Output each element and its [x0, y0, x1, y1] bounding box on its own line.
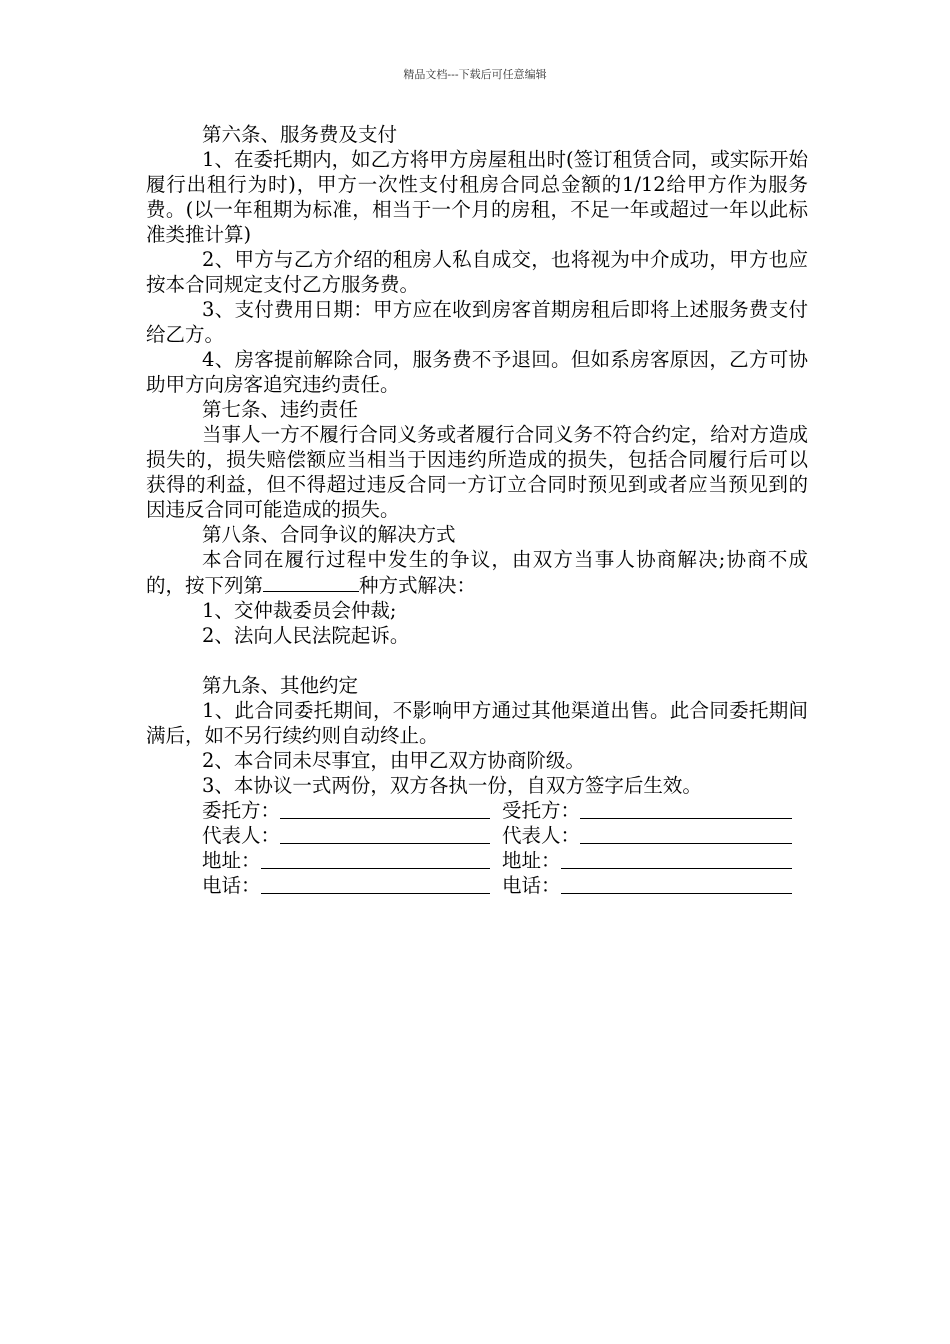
signature-cell-right — [502, 823, 792, 848]
article-8-option-1: 1、交仲裁委员会仲裁; — [202, 599, 397, 622]
signature-label-principal: 委托方： — [202, 799, 281, 822]
article-6-item-4: 4、房客提前解除合同，服务费不予退回。但如系房客原因，乙方可协助甲方向房客追究违约责任。 — [146, 348, 808, 396]
signature-label-representative-right: 代表人： — [502, 824, 581, 847]
signature-cell-left — [202, 798, 502, 823]
signature-label-address-left: 地址： — [202, 849, 261, 872]
signature-cell-right — [502, 873, 792, 898]
page-header: 精品文档---下载后可任意编辑 — [403, 68, 547, 81]
article-6-item-1: 1、在委托期内，如乙方将甲方房屋租出时(签订租赁合同，或实际开始履行出租行为时)，甲方一次性支付租房合同总金额的1/12给甲方作为服务费。(以一年租期为标准，相当于一个月的房租，不足一年或超过一年以此标准类推计算) — [146, 148, 808, 246]
article-8-text-before: 本合同在履行过程中发生的争议，由双方当事人协商解决;协商不成的，按下列第 — [146, 548, 808, 597]
signature-line-agent[interactable] — [580, 799, 792, 819]
article-6-item-3: 3、支付费用日期：甲方应在收到房客首期房租后即将上述服务费支付给乙方。 — [146, 298, 808, 346]
article-8-option-2: 2、法向人民法院起诉。 — [202, 624, 410, 647]
article-9-item-3: 3、本协议一式两份，双方各执一份，自双方签字后生效。 — [202, 774, 702, 797]
signature-row-party — [146, 798, 808, 823]
signature-line-principal[interactable] — [280, 799, 490, 819]
signature-row-phone — [146, 873, 808, 898]
choice-blank[interactable] — [263, 572, 359, 592]
signature-line-address-right[interactable] — [561, 849, 792, 869]
signature-line-phone-left[interactable] — [261, 874, 490, 894]
article-6-title: 第六条、服务费及支付 — [202, 123, 398, 146]
article-9-item-1: 1、此合同委托期间，不影响甲方通过其他渠道出售。此合同委托期间满后，如不另行续约则自动终止。 — [146, 699, 808, 747]
article-8-text — [146, 547, 808, 598]
document-body — [146, 122, 808, 898]
article-9-title: 第九条、其他约定 — [202, 674, 359, 697]
signature-line-representative-right[interactable] — [580, 824, 792, 844]
article-7-text: 当事人一方不履行合同义务或者履行合同义务不符合约定，给对方造成损失的，损失赔偿额应当相当于因违约所造成的损失，包括合同履行后可以获得的利益，但不得超过违反合同一方订立合同时预见到或者应当预见到的因违反合同可能造成的损失。 — [146, 423, 808, 521]
article-7-title: 第七条、违约责任 — [202, 398, 359, 421]
signature-cell-right — [502, 798, 792, 823]
signature-row-representative — [146, 823, 808, 848]
signature-label-agent: 受托方： — [502, 799, 581, 822]
signature-row-address — [146, 848, 808, 873]
article-8-text-after: 种方式解决： — [359, 574, 477, 597]
article-6-item-2: 2、甲方与乙方介绍的租房人私自成交，也将视为中介成功，甲方也应按本合同规定支付乙方服务费。 — [146, 248, 808, 296]
signature-line-phone-right[interactable] — [561, 874, 792, 894]
signature-cell-left — [202, 848, 502, 873]
signature-label-representative-left: 代表人： — [202, 824, 281, 847]
signature-cell-right — [502, 848, 792, 873]
spacer — [146, 648, 808, 673]
signature-line-address-left[interactable] — [261, 849, 490, 869]
signature-line-representative-left[interactable] — [280, 824, 490, 844]
signature-label-address-right: 地址： — [502, 849, 561, 872]
article-9-item-2: 2、本合同未尽事宜，由甲乙双方协商阶级。 — [202, 749, 585, 772]
signature-cell-left — [202, 823, 502, 848]
signature-label-phone-left: 电话： — [202, 874, 261, 897]
article-8-title: 第八条、合同争议的解决方式 — [202, 523, 456, 546]
signature-label-phone-right: 电话： — [502, 874, 561, 897]
signature-cell-left — [202, 873, 502, 898]
